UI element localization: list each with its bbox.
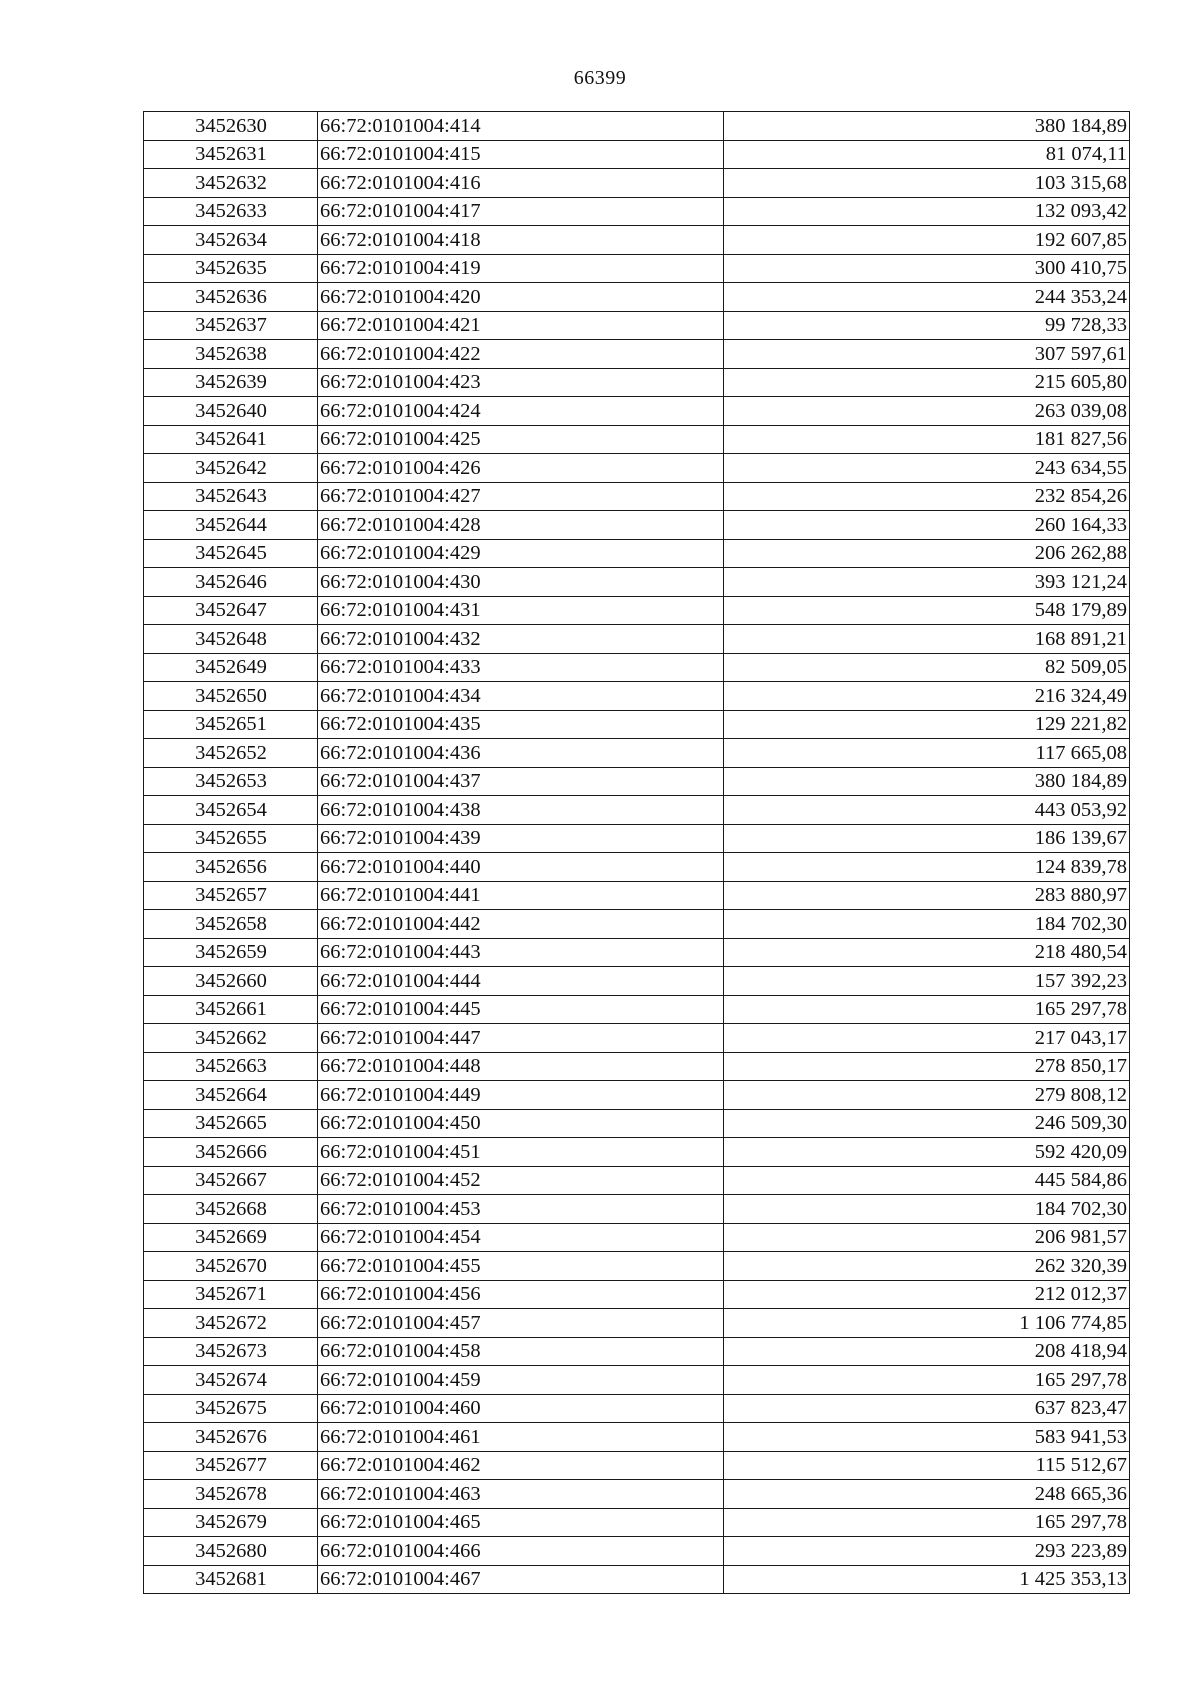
cadastral-value-cell: 117 665,08 (724, 739, 1130, 768)
row-number-cell: 3452634 (144, 226, 318, 255)
cadastral-value-cell: 246 509,30 (724, 1109, 1130, 1138)
cadastral-number-cell: 66:72:0101004:439 (318, 824, 724, 853)
table-row (144, 397, 1130, 426)
cadastral-value-cell: 307 597,61 (724, 340, 1130, 369)
cadastral-number-cell: 66:72:0101004:460 (318, 1394, 724, 1423)
cadastral-value-cell: 445 584,86 (724, 1166, 1130, 1195)
cadastral-number-cell: 66:72:0101004:456 (318, 1280, 724, 1309)
cadastral-number-cell: 66:72:0101004:467 (318, 1565, 724, 1594)
table-row (144, 682, 1130, 711)
table-row (144, 197, 1130, 226)
table-row (144, 1309, 1130, 1338)
cadastral-value-cell: 206 262,88 (724, 539, 1130, 568)
table-row (144, 995, 1130, 1024)
cadastral-value-cell: 583 941,53 (724, 1423, 1130, 1452)
table-row (144, 1166, 1130, 1195)
cadastral-number-cell: 66:72:0101004:414 (318, 112, 724, 141)
cadastral-number-cell: 66:72:0101004:443 (318, 938, 724, 967)
cadastral-number-cell: 66:72:0101004:466 (318, 1537, 724, 1566)
cadastral-value-cell: 248 665,36 (724, 1480, 1130, 1509)
row-number-cell: 3452651 (144, 710, 318, 739)
row-number-cell: 3452668 (144, 1195, 318, 1224)
cadastral-number-cell: 66:72:0101004:420 (318, 283, 724, 312)
table-row (144, 1451, 1130, 1480)
cadastral-value-cell: 263 039,08 (724, 397, 1130, 426)
table-row (144, 1081, 1130, 1110)
cadastral-value-cell: 165 297,78 (724, 1508, 1130, 1537)
cadastral-value-cell: 232 854,26 (724, 482, 1130, 511)
cadastral-number-cell: 66:72:0101004:457 (318, 1309, 724, 1338)
row-number-cell: 3452659 (144, 938, 318, 967)
cadastral-value-cell: 283 880,97 (724, 881, 1130, 910)
row-number-cell: 3452666 (144, 1138, 318, 1167)
cadastral-value-cell: 132 093,42 (724, 197, 1130, 226)
row-number-cell: 3452670 (144, 1252, 318, 1281)
cadastral-number-cell: 66:72:0101004:423 (318, 368, 724, 397)
table-row (144, 425, 1130, 454)
table-row (144, 1366, 1130, 1395)
cadastral-value-cell: 184 702,30 (724, 910, 1130, 939)
cadastral-number-cell: 66:72:0101004:438 (318, 796, 724, 825)
table-row (144, 1423, 1130, 1452)
cadastral-value-cell: 1 425 353,13 (724, 1565, 1130, 1594)
cadastral-number-cell: 66:72:0101004:452 (318, 1166, 724, 1195)
cadastral-value-cell: 293 223,89 (724, 1537, 1130, 1566)
row-number-cell: 3452654 (144, 796, 318, 825)
page-number: 66399 (573, 67, 627, 89)
cadastral-value-cell: 260 164,33 (724, 511, 1130, 540)
row-number-cell: 3452674 (144, 1366, 318, 1395)
row-number-cell: 3452642 (144, 454, 318, 483)
cadastral-number-cell: 66:72:0101004:433 (318, 653, 724, 682)
cadastral-value-cell: 278 850,17 (724, 1052, 1130, 1081)
table-row (144, 226, 1130, 255)
row-number-cell: 3452646 (144, 568, 318, 597)
cadastral-number-cell: 66:72:0101004:447 (318, 1024, 724, 1053)
cadastral-number-cell: 66:72:0101004:461 (318, 1423, 724, 1452)
table-row (144, 340, 1130, 369)
table-row (144, 1024, 1130, 1053)
cadastral-value-cell: 1 106 774,85 (724, 1309, 1130, 1338)
table-row (144, 1565, 1130, 1594)
row-number-cell: 3452664 (144, 1081, 318, 1110)
cadastral-value-cell: 380 184,89 (724, 767, 1130, 796)
cadastral-number-cell: 66:72:0101004:426 (318, 454, 724, 483)
cadastral-number-cell: 66:72:0101004:425 (318, 425, 724, 454)
cadastral-number-cell: 66:72:0101004:432 (318, 625, 724, 654)
row-number-cell: 3452653 (144, 767, 318, 796)
cadastral-value-cell: 215 605,80 (724, 368, 1130, 397)
row-number-cell: 3452675 (144, 1394, 318, 1423)
table-row (144, 767, 1130, 796)
table-row (144, 169, 1130, 198)
table-row (144, 283, 1130, 312)
row-number-cell: 3452637 (144, 311, 318, 340)
table-row (144, 967, 1130, 996)
row-number-cell: 3452673 (144, 1337, 318, 1366)
cadastral-number-cell: 66:72:0101004:415 (318, 140, 724, 169)
table-row (144, 824, 1130, 853)
table-row (144, 796, 1130, 825)
cadastral-value-cell: 548 179,89 (724, 596, 1130, 625)
cadastral-value-cell: 157 392,23 (724, 967, 1130, 996)
table-row (144, 1337, 1130, 1366)
cadastral-value-cell: 82 509,05 (724, 653, 1130, 682)
cadastral-number-cell: 66:72:0101004:424 (318, 397, 724, 426)
cadastral-number-cell: 66:72:0101004:421 (318, 311, 724, 340)
row-number-cell: 3452655 (144, 824, 318, 853)
table-row (144, 454, 1130, 483)
cadastral-number-cell: 66:72:0101004:428 (318, 511, 724, 540)
row-number-cell: 3452665 (144, 1109, 318, 1138)
table-row (144, 1537, 1130, 1566)
cadastral-number-cell: 66:72:0101004:463 (318, 1480, 724, 1509)
table-row (144, 511, 1130, 540)
cadastral-value-cell: 124 839,78 (724, 853, 1130, 882)
table-row (144, 1480, 1130, 1509)
cadastral-number-cell: 66:72:0101004:418 (318, 226, 724, 255)
table-row (144, 254, 1130, 283)
row-number-cell: 3452671 (144, 1280, 318, 1309)
table-row (144, 938, 1130, 967)
cadastral-value-cell: 216 324,49 (724, 682, 1130, 711)
table-row (144, 853, 1130, 882)
cadastral-value-cell: 181 827,56 (724, 425, 1130, 454)
cadastral-number-cell: 66:72:0101004:445 (318, 995, 724, 1024)
cadastral-value-cell: 279 808,12 (724, 1081, 1130, 1110)
row-number-cell: 3452663 (144, 1052, 318, 1081)
row-number-cell: 3452648 (144, 625, 318, 654)
cadastral-number-cell: 66:72:0101004:465 (318, 1508, 724, 1537)
table-row (144, 112, 1130, 141)
row-number-cell: 3452667 (144, 1166, 318, 1195)
cadastral-number-cell: 66:72:0101004:453 (318, 1195, 724, 1224)
row-number-cell: 3452680 (144, 1537, 318, 1566)
cadastral-value-cell: 81 074,11 (724, 140, 1130, 169)
cadastral-value-cell: 99 728,33 (724, 311, 1130, 340)
cadastral-value-cell: 262 320,39 (724, 1252, 1130, 1281)
cadastral-value-cell: 208 418,94 (724, 1337, 1130, 1366)
cadastral-value-cell: 206 981,57 (724, 1223, 1130, 1252)
row-number-cell: 3452638 (144, 340, 318, 369)
row-number-cell: 3452672 (144, 1309, 318, 1338)
cadastral-value-cell: 165 297,78 (724, 1366, 1130, 1395)
table-row (144, 1052, 1130, 1081)
row-number-cell: 3452632 (144, 169, 318, 198)
cadastral-number-cell: 66:72:0101004:429 (318, 539, 724, 568)
table-row (144, 653, 1130, 682)
cadastral-number-cell: 66:72:0101004:416 (318, 169, 724, 198)
cadastral-value-cell: 168 891,21 (724, 625, 1130, 654)
table-row (144, 1508, 1130, 1537)
row-number-cell: 3452676 (144, 1423, 318, 1452)
row-number-cell: 3452636 (144, 283, 318, 312)
row-number-cell: 3452633 (144, 197, 318, 226)
cadastral-number-cell: 66:72:0101004:430 (318, 568, 724, 597)
row-number-cell: 3452643 (144, 482, 318, 511)
cadastral-number-cell: 66:72:0101004:449 (318, 1081, 724, 1110)
cadastral-number-cell: 66:72:0101004:448 (318, 1052, 724, 1081)
table-row (144, 1394, 1130, 1423)
table-body (144, 112, 1130, 1594)
row-number-cell: 3452677 (144, 1451, 318, 1480)
cadastral-value-cell: 165 297,78 (724, 995, 1130, 1024)
row-number-cell: 3452645 (144, 539, 318, 568)
cadastral-value-cell: 243 634,55 (724, 454, 1130, 483)
cadastral-value-table (143, 111, 1130, 1594)
cadastral-number-cell: 66:72:0101004:419 (318, 254, 724, 283)
table-row (144, 368, 1130, 397)
row-number-cell: 3452679 (144, 1508, 318, 1537)
cadastral-value-cell: 443 053,92 (724, 796, 1130, 825)
cadastral-number-cell: 66:72:0101004:455 (318, 1252, 724, 1281)
cadastral-number-cell: 66:72:0101004:431 (318, 596, 724, 625)
table-row (144, 539, 1130, 568)
cadastral-value-cell: 393 121,24 (724, 568, 1130, 597)
row-number-cell: 3452631 (144, 140, 318, 169)
table-row (144, 1138, 1130, 1167)
row-number-cell: 3452635 (144, 254, 318, 283)
cadastral-number-cell: 66:72:0101004:440 (318, 853, 724, 882)
table-row (144, 1280, 1130, 1309)
row-number-cell: 3452661 (144, 995, 318, 1024)
row-number-cell: 3452650 (144, 682, 318, 711)
cadastral-value-cell: 218 480,54 (724, 938, 1130, 967)
row-number-cell: 3452647 (144, 596, 318, 625)
row-number-cell: 3452681 (144, 1565, 318, 1594)
table-row (144, 739, 1130, 768)
table-row (144, 482, 1130, 511)
cadastral-value-cell: 192 607,85 (724, 226, 1130, 255)
cadastral-value-cell: 186 139,67 (724, 824, 1130, 853)
table-row (144, 1223, 1130, 1252)
cadastral-value-cell: 184 702,30 (724, 1195, 1130, 1224)
row-number-cell: 3452669 (144, 1223, 318, 1252)
table-row (144, 1195, 1130, 1224)
cadastral-number-cell: 66:72:0101004:417 (318, 197, 724, 226)
cadastral-number-cell: 66:72:0101004:444 (318, 967, 724, 996)
cadastral-number-cell: 66:72:0101004:436 (318, 739, 724, 768)
cadastral-value-cell: 380 184,89 (724, 112, 1130, 141)
table-row (144, 568, 1130, 597)
cadastral-value-cell: 592 420,09 (724, 1138, 1130, 1167)
cadastral-number-cell: 66:72:0101004:459 (318, 1366, 724, 1395)
table-row (144, 140, 1130, 169)
cadastral-number-cell: 66:72:0101004:454 (318, 1223, 724, 1252)
cadastral-number-cell: 66:72:0101004:442 (318, 910, 724, 939)
cadastral-number-cell: 66:72:0101004:462 (318, 1451, 724, 1480)
cadastral-number-cell: 66:72:0101004:458 (318, 1337, 724, 1366)
cadastral-value-cell: 212 012,37 (724, 1280, 1130, 1309)
row-number-cell: 3452640 (144, 397, 318, 426)
table-row (144, 596, 1130, 625)
table-row (144, 625, 1130, 654)
row-number-cell: 3452644 (144, 511, 318, 540)
cadastral-value-cell: 103 315,68 (724, 169, 1130, 198)
row-number-cell: 3452660 (144, 967, 318, 996)
cadastral-number-cell: 66:72:0101004:451 (318, 1138, 724, 1167)
cadastral-value-cell: 244 353,24 (724, 283, 1130, 312)
cadastral-value-cell: 300 410,75 (724, 254, 1130, 283)
row-number-cell: 3452630 (144, 112, 318, 141)
cadastral-number-cell: 66:72:0101004:435 (318, 710, 724, 739)
cadastral-value-cell: 637 823,47 (724, 1394, 1130, 1423)
row-number-cell: 3452639 (144, 368, 318, 397)
row-number-cell: 3452678 (144, 1480, 318, 1509)
cadastral-value-cell: 129 221,82 (724, 710, 1130, 739)
table-row (144, 311, 1130, 340)
cadastral-number-cell: 66:72:0101004:437 (318, 767, 724, 796)
cadastral-value-cell: 217 043,17 (724, 1024, 1130, 1053)
cadastral-number-cell: 66:72:0101004:422 (318, 340, 724, 369)
row-number-cell: 3452649 (144, 653, 318, 682)
cadastral-number-cell: 66:72:0101004:434 (318, 682, 724, 711)
row-number-cell: 3452652 (144, 739, 318, 768)
cadastral-number-cell: 66:72:0101004:441 (318, 881, 724, 910)
table-row (144, 710, 1130, 739)
cadastral-number-cell: 66:72:0101004:427 (318, 482, 724, 511)
cadastral-number-cell: 66:72:0101004:450 (318, 1109, 724, 1138)
row-number-cell: 3452656 (144, 853, 318, 882)
table-row (144, 881, 1130, 910)
table-row (144, 1252, 1130, 1281)
row-number-cell: 3452641 (144, 425, 318, 454)
row-number-cell: 3452657 (144, 881, 318, 910)
table-row (144, 1109, 1130, 1138)
cadastral-value-cell: 115 512,67 (724, 1451, 1130, 1480)
row-number-cell: 3452662 (144, 1024, 318, 1053)
row-number-cell: 3452658 (144, 910, 318, 939)
table-row (144, 910, 1130, 939)
